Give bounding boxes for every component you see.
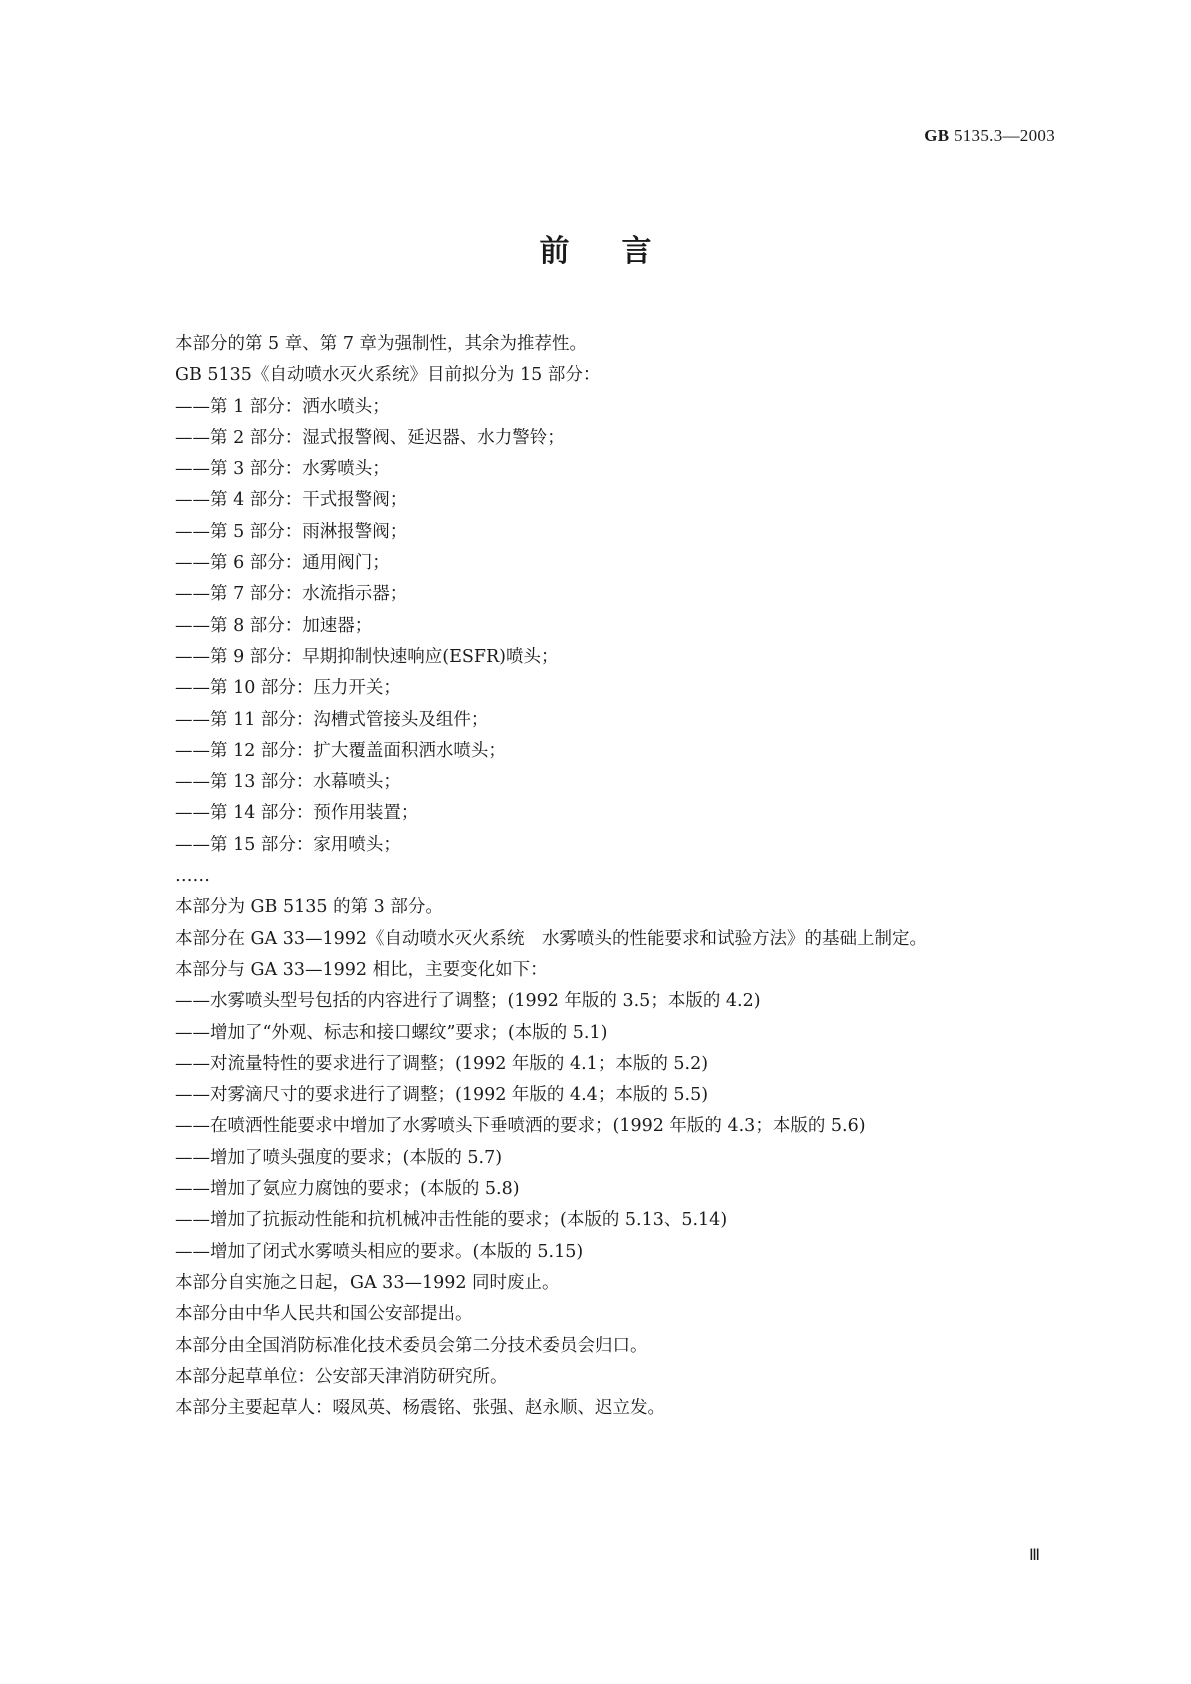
list-item: ——在喷洒性能要求中增加了水雾喷头下垂喷洒的要求；(1992 年版的 4.3；本版的 5.6) bbox=[175, 1116, 866, 1137]
text-line: 本部分起草单位：公安部天津消防研究所。 bbox=[175, 1366, 508, 1387]
foreword-body bbox=[175, 329, 1055, 1424]
list-item: ——对流量特性的要求进行了调整；(1992 年版的 4.1；本版的 5.2) bbox=[175, 1053, 709, 1074]
list-item: ——增加了喷头强度的要求；(本版的 5.7) bbox=[175, 1147, 503, 1168]
text-line: 本部分的第 5 章、第 7 章为强制性，其余为推荐性。 bbox=[175, 334, 588, 354]
text-line: 本部分与 GA 33—1992 相比，主要变化如下： bbox=[175, 959, 548, 980]
list-item: ——对雾滴尺寸的要求进行了调整；(1992 年版的 4.4；本版的 5.5) bbox=[175, 1085, 709, 1106]
standard-prefix: GB bbox=[924, 126, 950, 145]
list-item: ——第 15 部分：家用喷头； bbox=[175, 834, 401, 855]
text-line: 本部分主要起草人：啜凤英、杨震铭、张强、赵永顺、迟立发。 bbox=[175, 1398, 665, 1419]
list-item: ——第 12 部分：扩大覆盖面积洒水喷头； bbox=[175, 740, 506, 761]
list-item: ——第 4 部分：干式报警阀； bbox=[175, 490, 408, 511]
list-item: ——第 9 部分：早期抑制快速响应(ESFR)喷头； bbox=[175, 646, 559, 667]
standard-number bbox=[924, 126, 1055, 146]
text-line: 本部分由中华人民共和国公安部提出。 bbox=[175, 1304, 473, 1325]
text-line: 本部分自实施之日起，GA 33—1992 同时废止。 bbox=[175, 1272, 560, 1293]
list-item: ——第 13 部分：水幕喷头； bbox=[175, 772, 401, 793]
ellipsis: …… bbox=[175, 866, 210, 887]
list-item: ——第 3 部分：水雾喷头； bbox=[175, 459, 390, 480]
list-item: ——增加了抗振动性能和抗机械冲击性能的要求；(本版的 5.13、5.14) bbox=[175, 1210, 728, 1231]
list-item: ——第 5 部分：雨淋报警阀； bbox=[175, 521, 408, 542]
standard-code: 5135.3—2003 bbox=[949, 126, 1055, 145]
text-line: GB 5135《自动喷水灭火系统》目前拟分为 15 部分： bbox=[175, 365, 601, 386]
list-item: ——增加了“外观、标志和接口螺纹”要求；(本版的 5.1) bbox=[175, 1022, 608, 1043]
page-number: Ⅲ bbox=[1028, 1547, 1040, 1564]
list-item: ——第 10 部分：压力开关； bbox=[175, 678, 401, 699]
text-line: 本部分由全国消防标准化技术委员会第二分技术委员会归口。 bbox=[175, 1335, 648, 1356]
page-title: 前言 bbox=[539, 234, 704, 269]
list-item: ——增加了氨应力腐蚀的要求；(本版的 5.8) bbox=[175, 1179, 520, 1200]
list-item: ——水雾喷头型号包括的内容进行了调整；(1992 年版的 3.5；本版的 4.2) bbox=[175, 991, 761, 1012]
list-item: ——第 7 部分：水流指示器； bbox=[175, 584, 408, 605]
list-item: ——第 1 部分：洒水喷头； bbox=[175, 396, 390, 417]
text-line: 本部分为 GB 5135 的第 3 部分。 bbox=[175, 897, 443, 918]
list-item: ——第 2 部分：湿式报警阀、延迟器、水力警铃； bbox=[175, 427, 565, 448]
list-item: ——增加了闭式水雾喷头相应的要求。(本版的 5.15) bbox=[175, 1241, 584, 1262]
list-item: ——第 8 部分：加速器； bbox=[175, 615, 373, 636]
text-line: 本部分在 GA 33—1992《自动喷水灭火系统 水雾喷头的性能要求和试验方法》的基础上制定。 bbox=[175, 928, 928, 949]
list-item: ——第 14 部分：预作用装置； bbox=[175, 803, 419, 824]
list-item: ——第 6 部分：通用阀门； bbox=[175, 553, 390, 574]
list-item: ——第 11 部分：沟槽式管接头及组件； bbox=[175, 709, 489, 730]
